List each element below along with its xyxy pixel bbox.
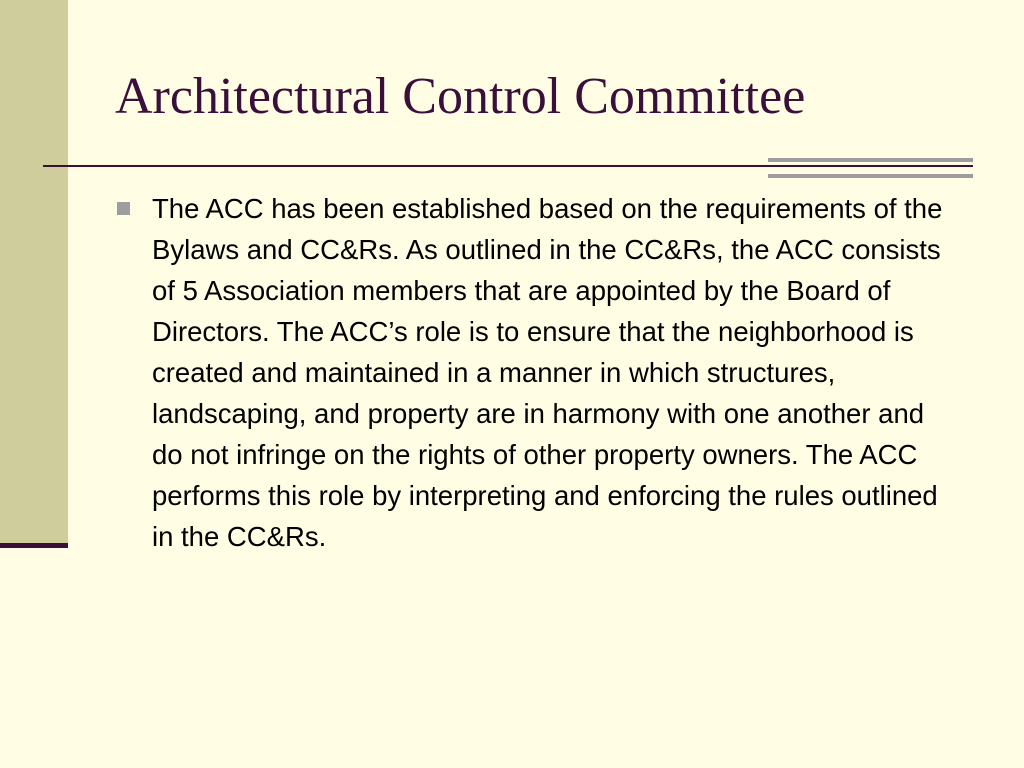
square-bullet-icon [117, 202, 130, 215]
title-rule-accent-top [768, 158, 973, 162]
slide-content [115, 188, 965, 557]
left-decorative-band [0, 0, 68, 544]
title-rule-accent-bottom [768, 174, 973, 178]
bullet-item [115, 188, 965, 557]
left-accent-bar [0, 543, 68, 548]
title-divider-rule [43, 165, 973, 167]
bullet-text: The ACC has been established based on the requirements of the Bylaws and CC&Rs. As outlined in the CC&Rs, the ACC consists of 5 Association members that are appointed by the Board of Directors. The ACC’s role is to ensure that the neighborhood is created and maintained in a manner in which structures, landscaping, and property are in harmony with one another and do not infringe on the rights of other property owners. The ACC performs this role by interpreting and enforcing the rules outlined in the CC&Rs. [152, 193, 943, 552]
slide-title: Architectural Control Committee [115, 68, 806, 125]
